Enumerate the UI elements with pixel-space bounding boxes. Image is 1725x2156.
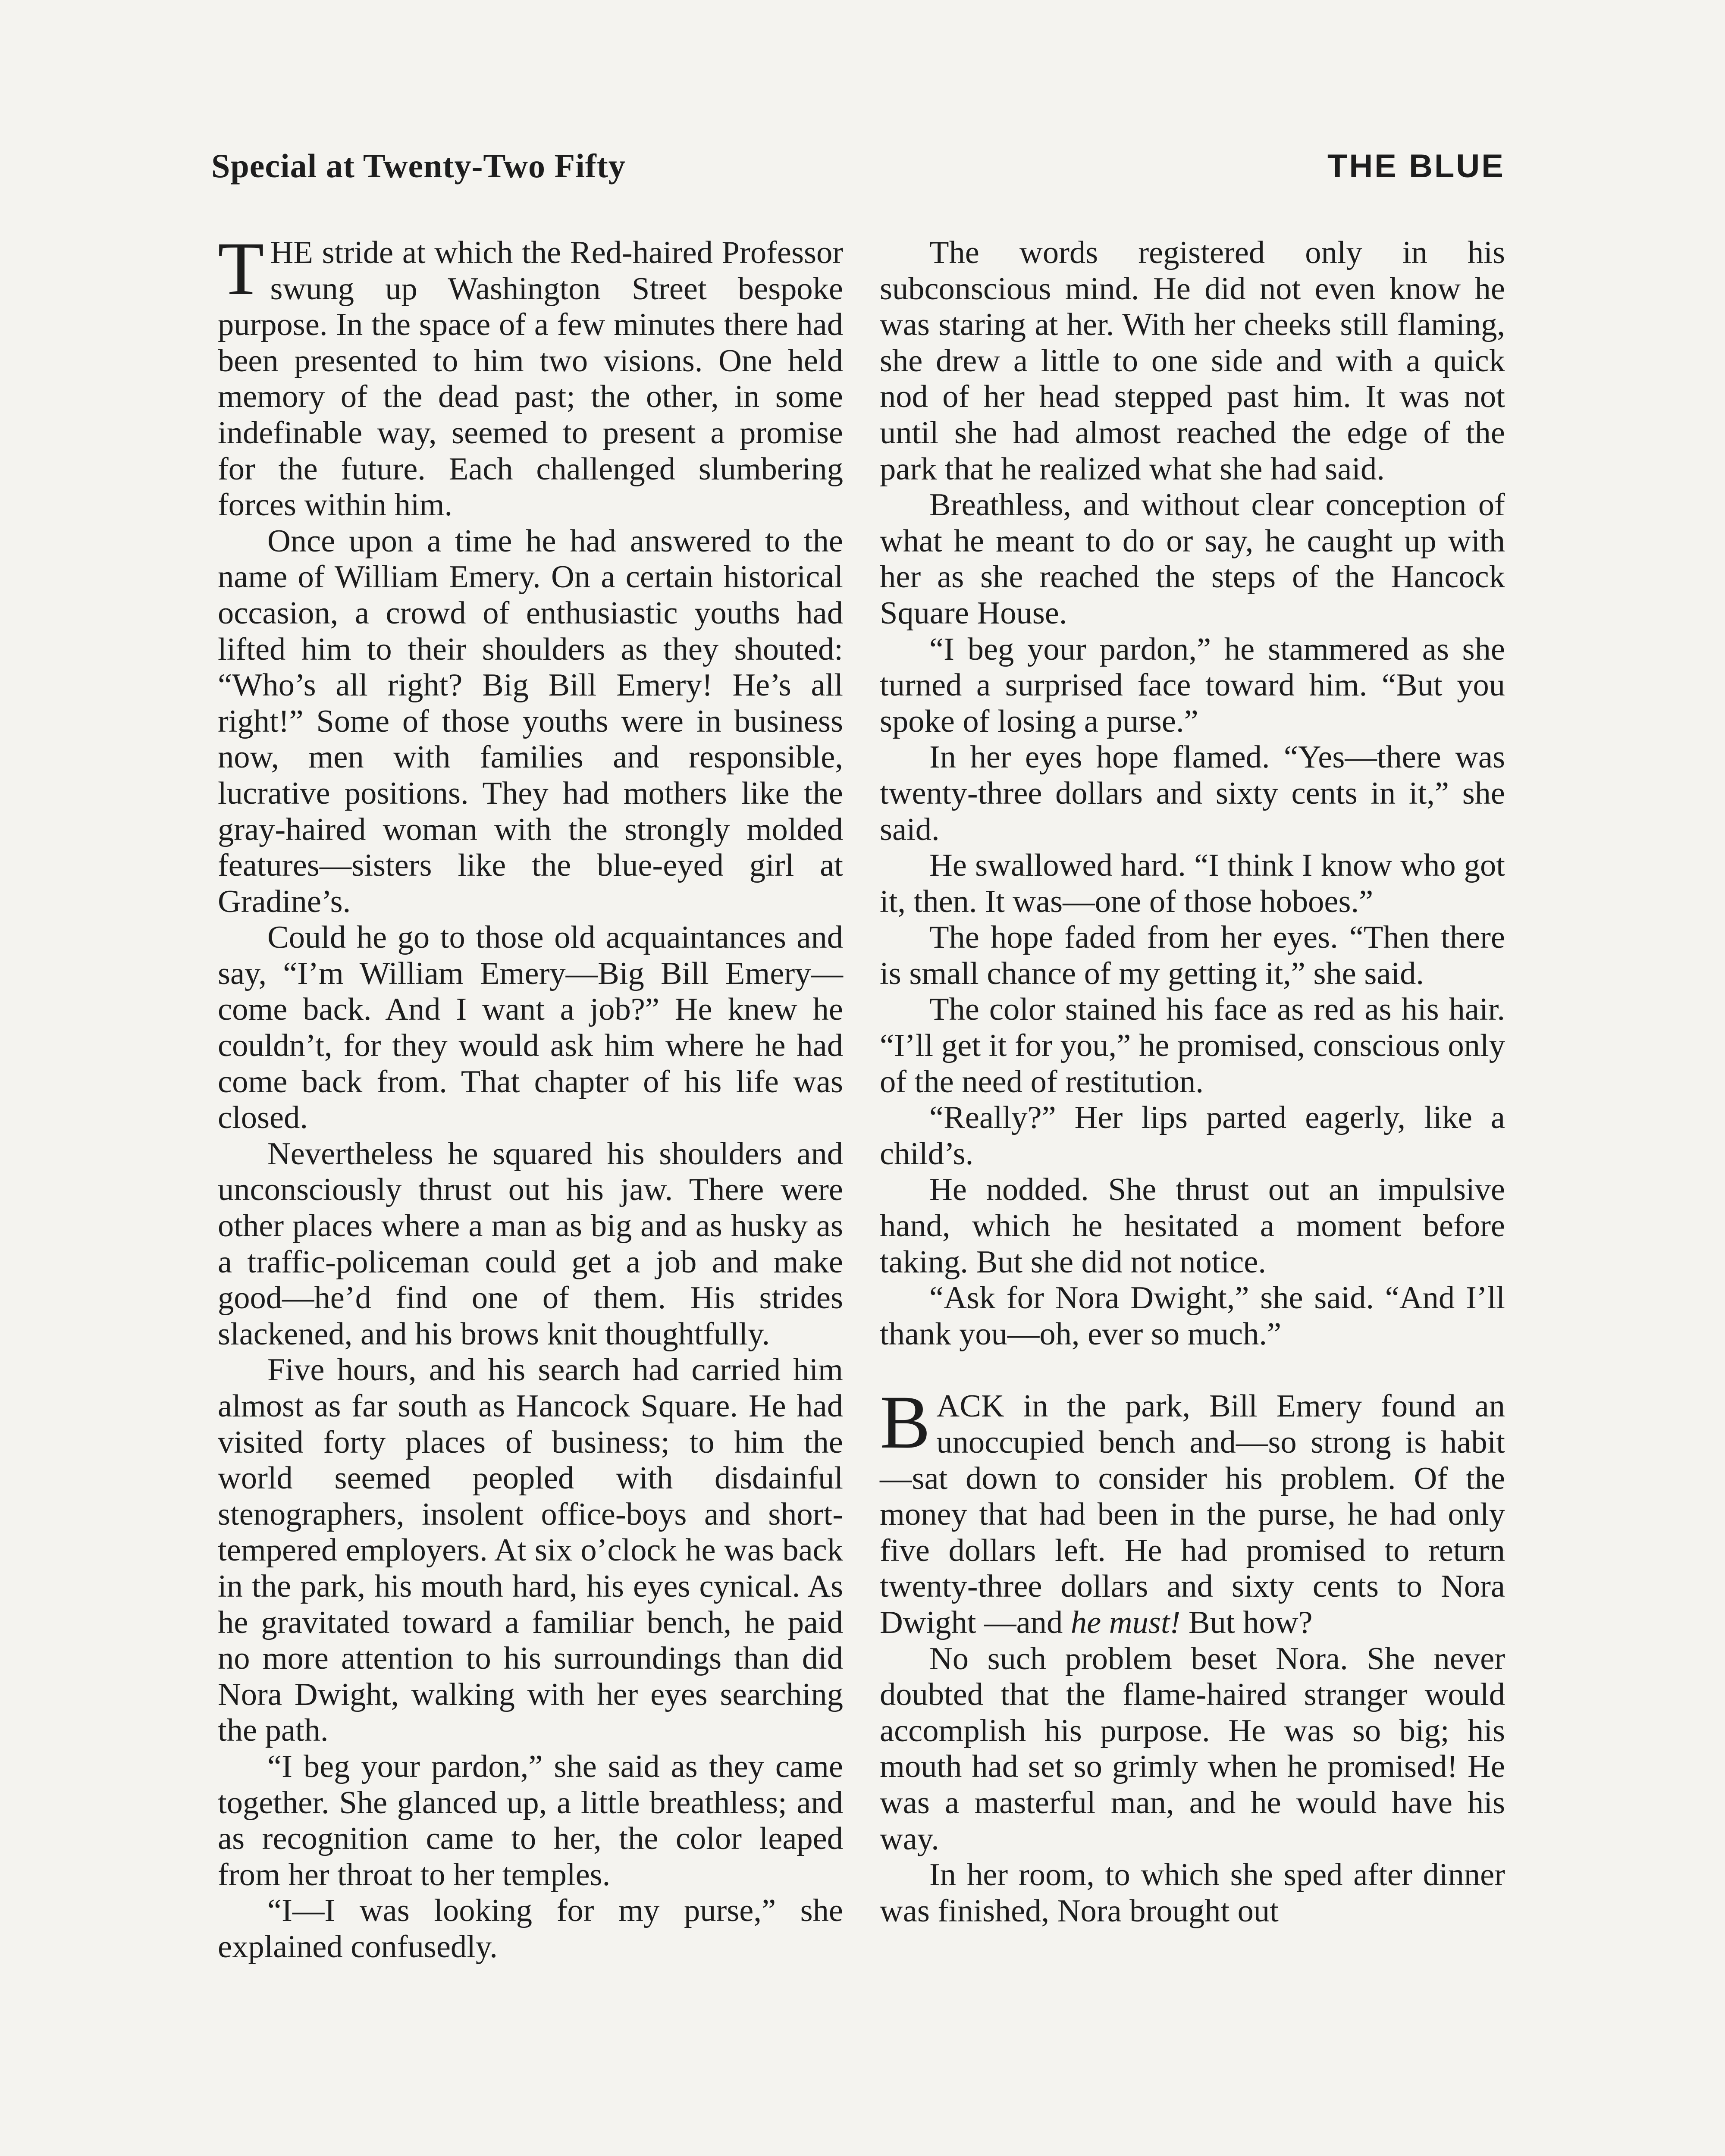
paragraph: He nodded. She thrust out an impulsive hand, which he hesitated a moment before taking. But she did not notice. [880, 1172, 1505, 1280]
paragraph: Could he go to those old acquaintances and say, “I’m William Emery—Big Bill Emery—come back. And I want a job?” He knew he couldn’t, for they would ask him where he had come back from. That chapter of his life was closed. [218, 920, 843, 1136]
paragraph: “Really?” Her lips parted eagerly, like a child’s. [880, 1100, 1505, 1172]
paragraph: Once upon a time he had answered to the name of William Emery. On a certain historical occasion, a crowd of enthusiastic youths had lifted him to their shoulders as they shouted: “Who’s all right? Big Bill Emery! He’s all right!” Some of those youths were in business now, men with families and responsible, lucrative positions. They had mothers like the gray-haired woman with the strongly molded features—sisters like the blue-eyed girl at Gradine’s. [218, 523, 843, 919]
drop-cap: B [880, 1380, 931, 1465]
emphasis-text: he must! [1070, 1604, 1181, 1640]
paragraph: Five hours, and his search had carried him almost as far south as Hancock Square. He had visited forty places of business; to him the world seemed peopled with disdainful stenographers, insolent office-boys and short-tempered employers. At six o’clock he was back in the park, his mouth hard, his eyes cynical. As he gravitated toward a familiar bench, he paid no more attention to his surroundings than did Nora Dwight, walking with her eyes searching the path. [218, 1352, 843, 1749]
paragraph: The color stained his face as red as his hair. “I’ll get it for you,” he promised, conscious only of the need of restitution. [880, 992, 1505, 1100]
paragraph-text: in the park, Bill Emery found an unoccupied bench and—so strong is habit—sat down to consider his problem. Of the money that had been in the purse, he had only five dollars left. He had promised to return twenty-three dollars and sixty cents to Nora Dwight —and [880, 1388, 1505, 1640]
paragraph: “Ask for Nora Dwight,” she said. “And I’ll thank you—oh, ever so much.” [880, 1280, 1505, 1352]
lead-word: HE [270, 235, 313, 270]
paragraph: “I—I was looking for my purse,” she explained confusedly. [218, 1893, 843, 1965]
lead-word: ACK [936, 1388, 1004, 1424]
paragraph: “I beg your pardon,” he stammered as she turned a surprised face toward him. “But you spoke of losing a purse.” [880, 631, 1505, 739]
opening-paragraph [218, 227, 843, 523]
paragraph: The words registered only in his subconscious mind. He did not even know he was staring at her. With her cheeks still flaming, she drew a little to one side and with a quick nod of her head stepped past him. It was not until she had almost reached the edge of the park that he realized what she had said. [880, 235, 1505, 487]
paragraph: No such problem beset Nora. She never doubted that the flame-haired stranger would accomplish his purpose. He was so big; his mouth had set so grimly when he promised! He was a masterful man, and he would have his way. [880, 1641, 1505, 1857]
running-head [211, 147, 1505, 185]
paragraph: Nevertheless he squared his shoulders and unconsciously thrust out his jaw. There were other places where a man as big and as husky as a traffic-policeman could get a job and make good—he’d find one of them. His strides slackened, and his brows knit thoughtfully. [218, 1136, 843, 1352]
paragraph: Breathless, and without clear conception of what he meant to do or say, he caught up with her as she reached the steps of the Hancock Square House. [880, 487, 1505, 631]
paragraph: In her eyes hope flamed. “Yes—there was twenty-three dollars and sixty cents in it,” she said. [880, 740, 1505, 847]
paragraph: He swallowed hard. “I think I know who got it, then. It was—one of those hoboes.” [880, 848, 1505, 919]
paragraph: In her room, to which she sped after dinner was finished, Nora brought out [880, 1857, 1505, 1929]
left-column [218, 227, 843, 1965]
section-opening-paragraph [880, 1380, 1505, 1641]
story-title: Special at Twenty-Two Fifty [211, 147, 626, 185]
right-column [880, 235, 1505, 1929]
magazine-title: THE BLUE [1327, 148, 1505, 185]
paragraph-text: But how? [1180, 1604, 1313, 1640]
paragraph: The hope faded from her eyes. “Then there is small chance of my getting it,” she said. [880, 920, 1505, 991]
paragraph: “I beg your pardon,” she said as they came together. She glanced up, a little breathless; and as recognition came to her, the color leaped from her throat to her temples. [218, 1749, 843, 1893]
paragraph-text: stride at which the Red-haired Professor swung up Washington Street bespoke purpose. In the space of a few minutes there had been presented to him two visions. One held memory of the dead past; the other, in some indefinable way, seemed to present a promise for the future. Each challenged slumbering forces within him. [218, 235, 843, 523]
drop-cap: T [218, 227, 264, 311]
